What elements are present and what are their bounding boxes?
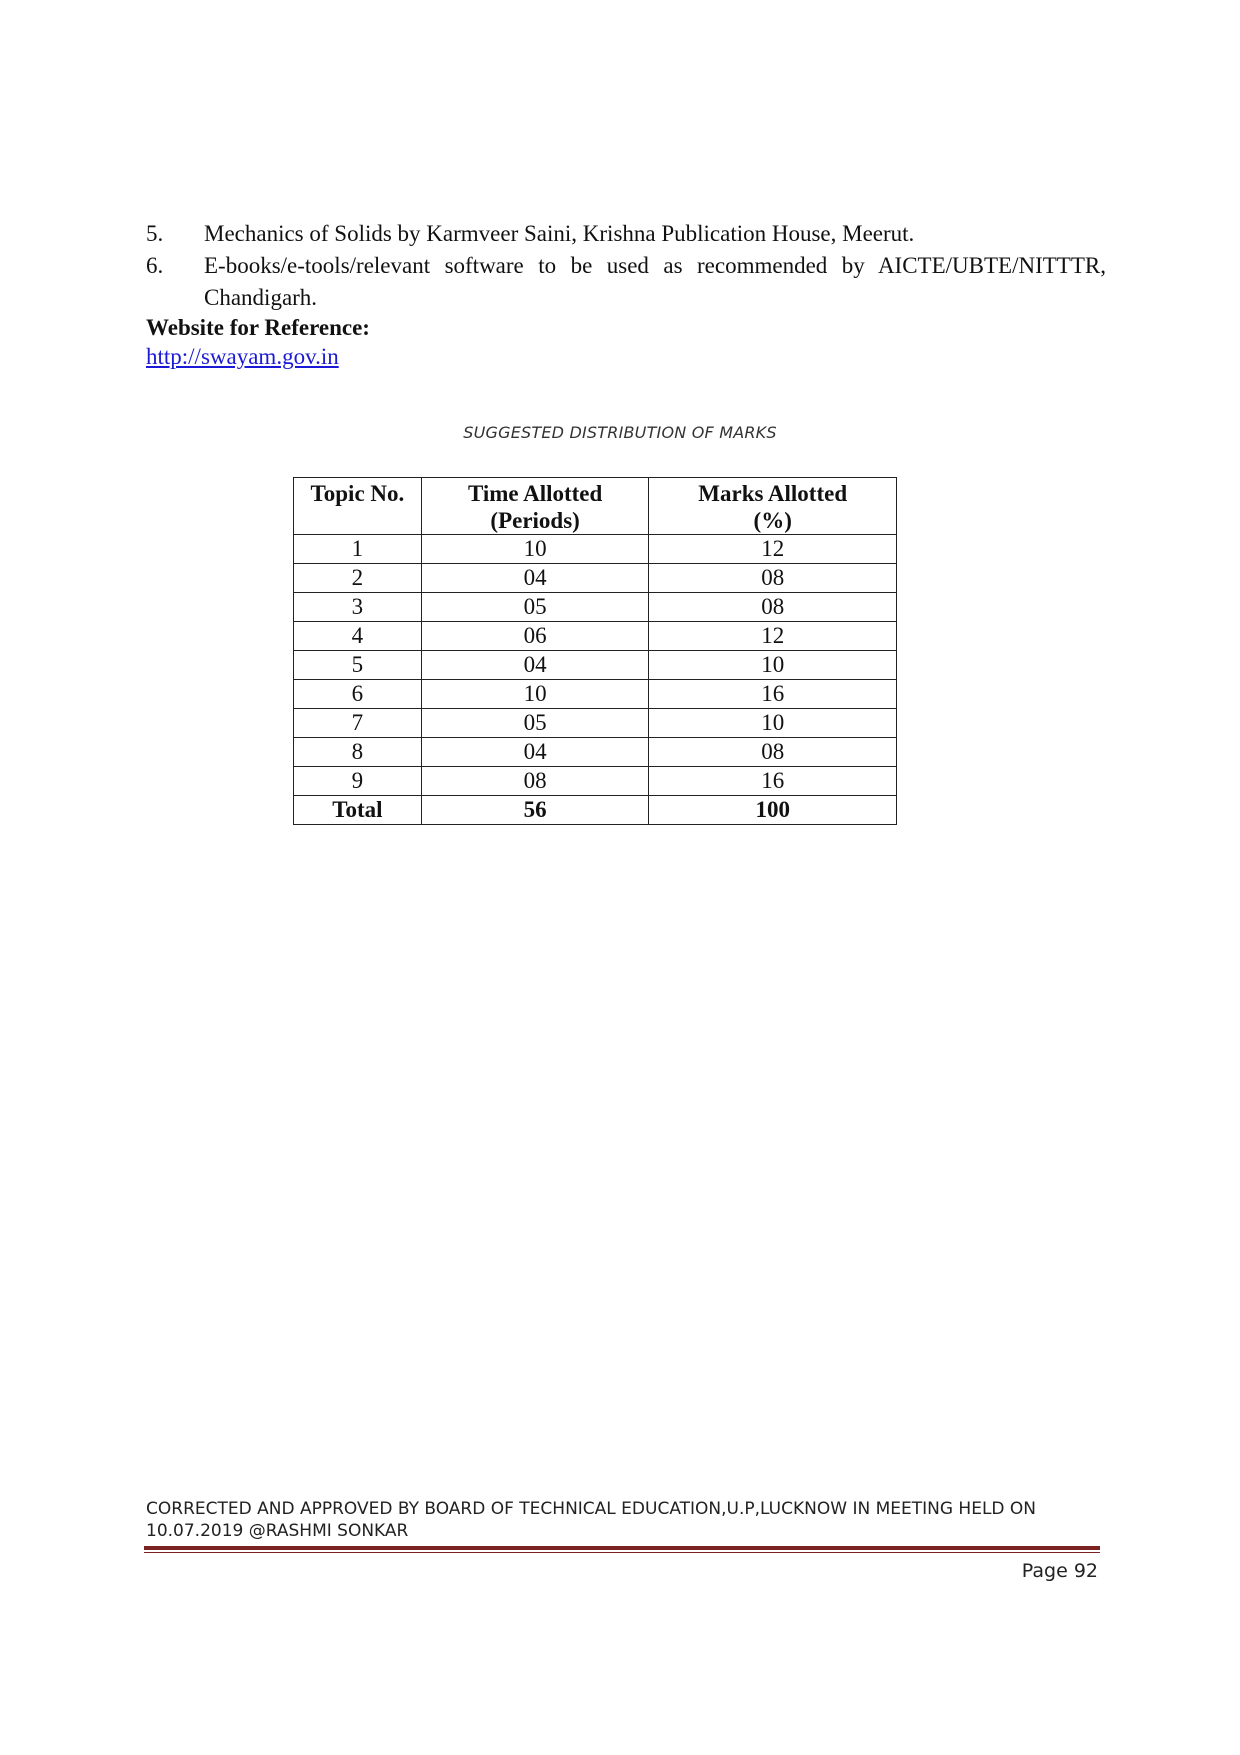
marks-cell: 16	[649, 767, 897, 796]
marks-cell: 10	[649, 709, 897, 738]
marks-cell: 12	[649, 622, 897, 651]
footer-line2: 10.07.2019 @RASHMI SONKAR	[146, 1521, 409, 1541]
footer-divider-thin	[144, 1552, 1100, 1553]
page-number: Page 92	[1021, 1560, 1098, 1582]
reference-item	[146, 218, 1106, 250]
header-time	[421, 478, 649, 535]
time-cell: 04	[421, 564, 649, 593]
reference-line: E-books/e-tools/relevant software to be used as recommended by AICTE/UBTE/NITTTR,	[204, 253, 1106, 278]
time-cell: 08	[421, 767, 649, 796]
time-cell: 05	[421, 593, 649, 622]
table-row	[294, 680, 897, 709]
header-topic-label: Topic No.	[310, 481, 405, 506]
reference-item	[146, 250, 1106, 314]
header-marks	[649, 478, 897, 535]
topic-cell: 8	[294, 738, 422, 767]
total-marks: 100	[649, 796, 897, 825]
table-header-row	[294, 478, 897, 535]
marks-cell: 16	[649, 680, 897, 709]
table-row	[294, 535, 897, 564]
reference-number: 5.	[146, 221, 164, 246]
total-time: 56	[421, 796, 649, 825]
topic-cell: 6	[294, 680, 422, 709]
topic-cell: 5	[294, 651, 422, 680]
table-caption: SUGGESTED DISTRIBUTION OF MARKS	[463, 423, 777, 442]
website-link[interactable]: http://swayam.gov.in	[146, 344, 339, 369]
topic-cell: 4	[294, 622, 422, 651]
footer-text	[146, 1498, 1106, 1542]
table-row	[294, 738, 897, 767]
time-cell: 04	[421, 738, 649, 767]
header-marks-line2: (%)	[753, 508, 792, 533]
topic-cell: 1	[294, 535, 422, 564]
header-time-line2: (Periods)	[490, 508, 580, 533]
topic-cell: 2	[294, 564, 422, 593]
topic-cell: 3	[294, 593, 422, 622]
table-row	[294, 651, 897, 680]
time-cell: 10	[421, 535, 649, 564]
table-row	[294, 709, 897, 738]
table-row	[294, 593, 897, 622]
time-cell: 10	[421, 680, 649, 709]
header-marks-line1: Marks Allotted	[698, 481, 848, 506]
reference-list	[146, 218, 1106, 314]
reference-text	[204, 250, 1106, 314]
reference-line: Chandigarh.	[204, 285, 318, 310]
topic-cell: 9	[294, 767, 422, 796]
time-cell: 04	[421, 651, 649, 680]
header-time-line1: Time Allotted	[467, 481, 603, 506]
table-row	[294, 564, 897, 593]
footer-line1: CORRECTED AND APPROVED BY BOARD OF TECHNICAL EDUCATION,U.P,LUCKNOW IN MEETING HELD ON	[146, 1499, 1037, 1519]
time-cell: 06	[421, 622, 649, 651]
marks-cell: 08	[649, 564, 897, 593]
marks-distribution-table	[293, 477, 897, 825]
reference-line: Mechanics of Solids by Karmveer Saini, Krishna Publication House, Meerut.	[204, 221, 915, 246]
topic-cell: 7	[294, 709, 422, 738]
table-row	[294, 622, 897, 651]
time-cell: 05	[421, 709, 649, 738]
reference-text	[204, 218, 1106, 250]
reference-number: 6.	[146, 253, 164, 278]
table-total-row	[294, 796, 897, 825]
header-topic	[294, 478, 422, 535]
total-label: Total	[294, 796, 422, 825]
footer-divider	[144, 1546, 1100, 1550]
marks-cell: 10	[649, 651, 897, 680]
marks-cell: 08	[649, 738, 897, 767]
marks-cell: 08	[649, 593, 897, 622]
website-heading: Website for Reference:	[146, 315, 370, 340]
table-row	[294, 767, 897, 796]
marks-cell: 12	[649, 535, 897, 564]
